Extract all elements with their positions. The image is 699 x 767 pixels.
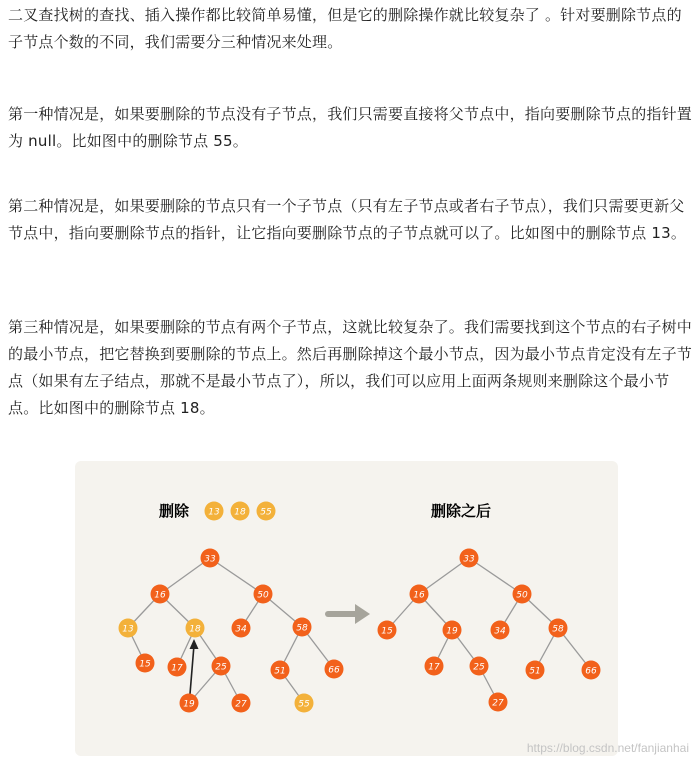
before-node-label: 17 bbox=[171, 663, 183, 674]
after-edge-33-50 bbox=[469, 558, 522, 594]
before-node-17 bbox=[168, 658, 187, 677]
paragraph-intro: 二叉查找树的查找、插入操作都比较简单易懂，但是它的删除操作就比较复杂了 。针对要删除节点的子节点个数的不同，我们需要分三种情况来处理。 bbox=[8, 6, 682, 51]
before-node-label: 13 bbox=[122, 624, 134, 635]
after-tree-nodes bbox=[378, 549, 601, 712]
after-node-label: 66 bbox=[585, 666, 597, 677]
after-node-58 bbox=[549, 619, 568, 638]
before-node-51 bbox=[271, 661, 290, 680]
before-node-55 bbox=[295, 694, 314, 713]
after-node-33 bbox=[460, 549, 479, 568]
before-node-label: 18 bbox=[189, 624, 201, 635]
before-node-34 bbox=[232, 619, 251, 638]
bst-diagram bbox=[75, 461, 618, 756]
after-node-19 bbox=[443, 621, 462, 640]
delete-badge-label: 55 bbox=[260, 507, 272, 518]
before-node-18 bbox=[186, 619, 205, 638]
before-node-label: 25 bbox=[215, 662, 227, 673]
before-node-label: 50 bbox=[257, 590, 269, 601]
after-node-label: 50 bbox=[516, 590, 528, 601]
delete-badges bbox=[205, 502, 276, 521]
before-node-label: 55 bbox=[298, 699, 310, 710]
watermark: https://blog.csdn.net/fanjianhai bbox=[526, 741, 689, 755]
after-node-51 bbox=[526, 661, 545, 680]
before-tree-title: 删除 bbox=[159, 502, 190, 520]
before-node-27 bbox=[232, 694, 251, 713]
after-node-17 bbox=[425, 657, 444, 676]
after-tree-title: 删除之后 bbox=[431, 502, 492, 520]
before-node-58 bbox=[293, 618, 312, 637]
paragraph-case-one: 第一种情况是，如果要删除的节点没有子节点，我们只需要直接将父节点中，指向要删除节点的指针置为 null。比如图中的删除节点 55。 bbox=[8, 105, 693, 150]
delete-badge-13 bbox=[205, 502, 224, 521]
before-node-13 bbox=[119, 619, 138, 638]
after-node-label: 27 bbox=[492, 698, 504, 709]
after-node-16 bbox=[410, 585, 429, 604]
before-node-25 bbox=[212, 657, 231, 676]
delete-badge-label: 18 bbox=[234, 507, 246, 518]
after-node-25 bbox=[470, 657, 489, 676]
after-node-27 bbox=[489, 693, 508, 712]
after-node-label: 51 bbox=[529, 666, 541, 677]
before-edge-33-50 bbox=[210, 558, 263, 594]
after-node-label: 16 bbox=[413, 590, 425, 601]
before-node-label: 15 bbox=[139, 659, 151, 670]
after-node-label: 19 bbox=[446, 626, 458, 637]
before-node-label: 51 bbox=[274, 666, 286, 677]
before-node-label: 16 bbox=[154, 590, 166, 601]
before-node-15 bbox=[136, 654, 155, 673]
after-node-label: 25 bbox=[473, 662, 485, 673]
paragraph-case-three: 第三种情况是，如果要删除的节点有两个子节点，这就比较复杂了。我们需要找到这个节点的右子树中的最小节点，把它替换到要删除的节点上。然后再删除掉这个最小节点，因为最小节点肯定没有左子节点（如果有左子结点，那就不是最小节点了），所以，我们可以应用上面两条规则来删除这个最小节点。比如图中的删除节点 18。 bbox=[8, 318, 693, 417]
before-node-label: 33 bbox=[204, 554, 216, 565]
before-node-50 bbox=[254, 585, 273, 604]
before-node-label: 27 bbox=[235, 699, 247, 710]
before-tree-nodes bbox=[119, 549, 344, 713]
before-node-label: 58 bbox=[296, 623, 308, 634]
before-node-19 bbox=[180, 694, 199, 713]
after-node-66 bbox=[582, 661, 601, 680]
bst-deletion-figure bbox=[75, 461, 618, 756]
after-node-label: 15 bbox=[381, 626, 393, 637]
before-node-33 bbox=[201, 549, 220, 568]
paragraph-case-two: 第二种情况是，如果要删除的节点只有一个子节点（只有左子节点或者右子节点），我们只需要更新父节点中，指向要删除节点的指针，让它指向要删除节点的子节点就可以了。比如图中的删除节点 13。 bbox=[8, 197, 687, 242]
before-node-label: 19 bbox=[183, 699, 195, 710]
after-node-label: 33 bbox=[463, 554, 475, 565]
before-node-16 bbox=[151, 585, 170, 604]
before-node-label: 66 bbox=[328, 665, 340, 676]
transition-arrow bbox=[328, 604, 370, 624]
delete-badge-18 bbox=[231, 502, 250, 521]
before-node-66 bbox=[325, 660, 344, 679]
after-node-label: 34 bbox=[494, 626, 506, 637]
after-node-label: 17 bbox=[428, 662, 440, 673]
before-node-label: 34 bbox=[235, 624, 247, 635]
after-node-label: 58 bbox=[552, 624, 564, 635]
after-node-50 bbox=[513, 585, 532, 604]
after-node-34 bbox=[491, 621, 510, 640]
after-node-15 bbox=[378, 621, 397, 640]
delete-badge-label: 13 bbox=[208, 507, 220, 518]
delete-badge-55 bbox=[257, 502, 276, 521]
replace-pointer-arrow bbox=[190, 639, 199, 694]
